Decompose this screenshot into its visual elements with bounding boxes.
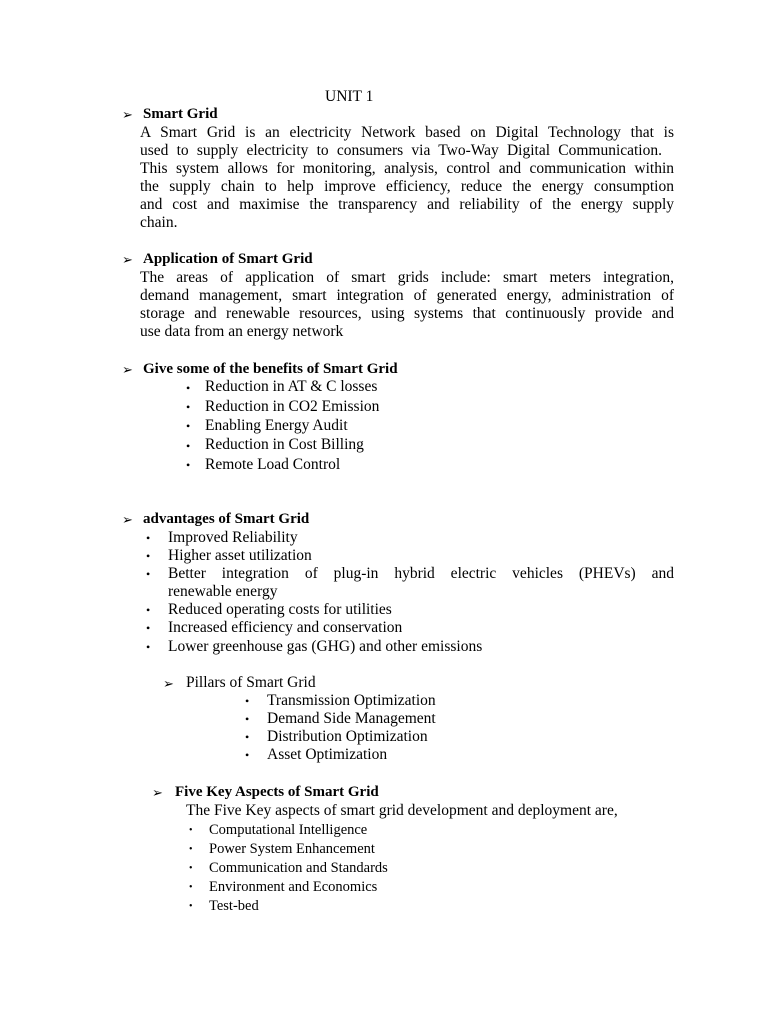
list-item: Environment and Economics (209, 879, 378, 895)
list-item: Improved Reliability (168, 529, 298, 546)
bullet-icon: • (186, 458, 191, 472)
list-item: Reduction in Cost Billing (205, 436, 364, 453)
bullet-icon: • (186, 400, 191, 414)
application-line: use data from an energy network (140, 323, 344, 340)
section-heading-smart-grid: Smart Grid (143, 106, 218, 122)
bullet-icon: • (146, 549, 151, 563)
bullet-icon: • (146, 603, 151, 617)
bullet-icon: • (186, 419, 191, 433)
bullet-icon: • (245, 730, 250, 744)
list-item: Asset Optimization (267, 746, 388, 763)
arrow-icon: ➢ (122, 107, 133, 122)
arrow-icon: ➢ (122, 362, 133, 377)
list-item: Reduced operating costs for utilities (168, 601, 392, 618)
bullet-icon: • (189, 863, 193, 874)
list-item: Communication and Standards (209, 860, 388, 876)
page-title: UNIT 1 (325, 88, 374, 105)
arrow-icon: ➢ (163, 676, 174, 691)
bullet-icon: • (189, 844, 193, 855)
bullet-icon: • (189, 882, 193, 893)
list-item: Better integration of plug-in hybrid electric vehicles (PHEVs) and (168, 565, 674, 582)
five-key-intro: The Five Key aspects of smart grid development and deployment are, (186, 802, 618, 819)
section-heading-application: Application of Smart Grid (143, 251, 313, 267)
bullet-icon: • (189, 825, 193, 836)
smart-grid-line: This system allows for monitoring, analysis, control and communication within (140, 160, 674, 177)
section-heading-pillars: Pillars of Smart Grid (186, 674, 316, 691)
smart-grid-line: and cost and maximise the transparency and reliability of the energy supply (140, 196, 674, 213)
bullet-icon: • (245, 694, 250, 708)
bullet-icon: • (245, 748, 250, 762)
list-item: Reduction in CO2 Emission (205, 398, 380, 415)
bullet-icon: • (245, 712, 250, 726)
application-line: storage and renewable resources, using systems that continuously provide and (140, 305, 674, 322)
bullet-icon: • (189, 901, 193, 912)
smart-grid-line: A Smart Grid is an electricity Network based on Digital Technology that is (140, 124, 674, 141)
list-item: Enabling Energy Audit (205, 417, 348, 434)
list-item: Distribution Optimization (267, 728, 428, 745)
application-line: demand management, smart integration of generated energy, administration of (140, 287, 674, 304)
section-heading-five-key: Five Key Aspects of Smart Grid (175, 784, 379, 800)
list-item: Test-bed (209, 898, 259, 914)
list-item: Transmission Optimization (267, 692, 436, 709)
arrow-icon: ➢ (122, 252, 133, 267)
list-item: Remote Load Control (205, 456, 341, 473)
application-line: The areas of application of smart grids include: smart meters integration, (140, 269, 674, 286)
bullet-icon: • (186, 439, 191, 453)
list-item: Power System Enhancement (209, 841, 375, 857)
bullet-icon: • (186, 381, 191, 395)
arrow-icon: ➢ (122, 512, 133, 527)
list-item-continuation: renewable energy (168, 583, 278, 600)
smart-grid-line: chain. (140, 214, 178, 231)
smart-grid-line: used to supply electricity to consumers via Two-Way Digital Communication. (140, 142, 662, 159)
list-item: Lower greenhouse gas (GHG) and other emissions (168, 638, 483, 655)
bullet-icon: • (146, 567, 151, 581)
list-item: Computational Intelligence (209, 822, 368, 838)
list-item: Increased efficiency and conservation (168, 619, 403, 636)
list-item: Reduction in AT & C losses (205, 378, 378, 395)
bullet-icon: • (146, 531, 151, 545)
list-item: Demand Side Management (267, 710, 436, 727)
smart-grid-line: the supply chain to help improve efficiency, reduce the energy consumption (140, 178, 674, 195)
bullet-icon: • (146, 640, 151, 654)
bullet-icon: • (146, 621, 151, 635)
list-item: Higher asset utilization (168, 547, 312, 564)
section-heading-advantages: advantages of Smart Grid (143, 511, 310, 527)
section-heading-benefits: Give some of the benefits of Smart Grid (143, 361, 398, 377)
arrow-icon: ➢ (152, 785, 163, 800)
